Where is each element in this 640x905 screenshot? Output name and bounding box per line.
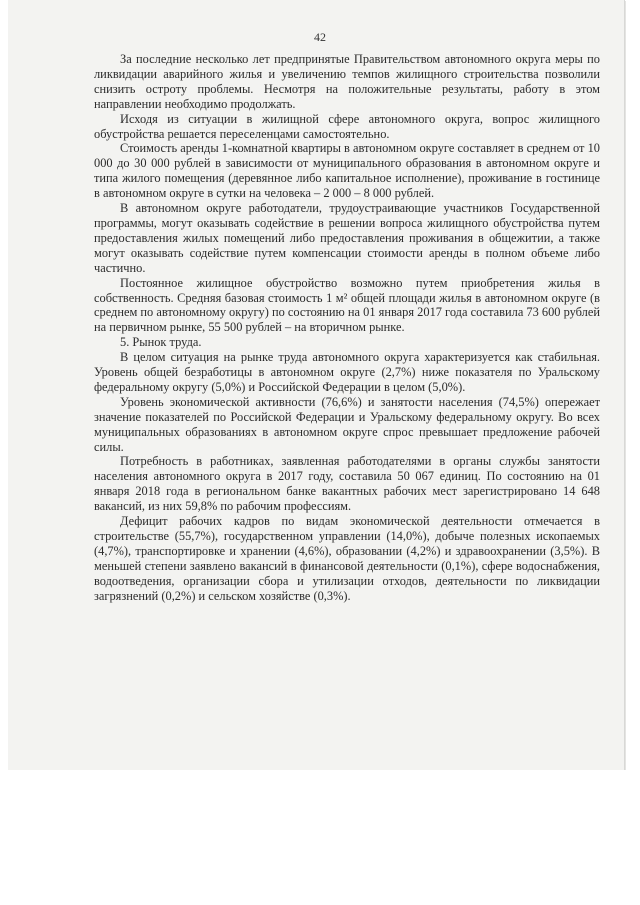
paragraph-unemployment: В целом ситуация на рынке труда автономного округа характеризуется как стабильная. Уровень общей безработицы в автономном округе (2,7%) ниже показателя по Уральскому федеральному округу (5,0%) и Российской Федерации в целом (5,0%).	[94, 350, 600, 394]
paragraph-deficit: Дефицит рабочих кадров по видам экономической деятельности отмечается в строительстве (55,7%), государственном управлении (14,0%), добыче полезных ископаемых (4,7%), транспортировке и хранении (4,6%), образовании (4,2%) и здравоохранении (3,5%). В меньшей степени заявлено вакансий в финансовой деятельности (0,1%), сфере водоснабжения, водоотведения, организации сбора и утилизации отходов, деятельности по ликвидации загрязнений (0,2%) и сельском хозяйстве (0,3%).	[94, 514, 600, 603]
paragraph-permanent-housing: Постоянное жилищное обустройство возможно путем приобретения жилья в собственность. Средняя базовая стоимость 1 м² общей площади жилья в автономном округе (в среднем по автономному округу) по состоянию на 01 января 2017 года составила 73 600 рублей на первичном рынке, 55 500 рублей – на вторичном рынке.	[94, 275, 600, 335]
paragraph-housing-self: Исходя из ситуации в жилищной сфере автономного округа, вопрос жилищного обустройства решается переселенцами самостоятельно.	[94, 111, 600, 141]
paragraph-rent-cost: Стоимость аренды 1-комнатной квартиры в автономном округе составляет в среднем от 10 000 до 30 000 рублей в зависимости от муниципального образования в автономном округе и типа жилого помещения (деревянное либо капитальное исполнение), проживание в гостинице в автономном округе в сутки на человека – 2 000 – 8 000 рублей.	[94, 141, 600, 201]
paragraph-demand: Потребность в работниках, заявленная работодателями в органы службы занятости населения автономного округа в 2017 году, составила 50 067 единиц. По состоянию на 01 января 2018 года в региональном банке вакантных рабочих мест зарегистрировано 14 648 вакансий, из них 59,8% по рабочим профессиям.	[94, 454, 600, 514]
page-number: 42	[314, 30, 326, 44]
paragraph-housing-measures: За последние несколько лет предпринятые Правительством автономного округа меры по ликвидации аварийного жилья и увеличению темпов жилищного строительства позволили снизить остроту проблемы. Несмотря на положительные результаты, работу в этом направлении необходимо продолжать.	[94, 52, 600, 111]
paragraph-employers-help: В автономном округе работодатели, трудоустраивающие участников Государственной программы, могут оказывать содействие в решении вопроса жилищного обустройства путем предоставления жилых помещений либо предоставления проживания в общежитии, а также могут оказывать содействие путем компенсации стоимости аренды в полном объеме либо частично.	[94, 201, 600, 275]
document-body	[94, 52, 600, 604]
section-heading-labor-market: 5. Рынок труда.	[120, 335, 202, 350]
paragraph-activity: Уровень экономической активности (76,6%) и занятости населения (74,5%) опережает значение показателей по Российской Федерации и Уральскому федеральному округу. Во всех муниципальных образованиях в автономном округе спрос превышает предложение рабочей силы.	[94, 394, 600, 454]
blank-margin	[0, 770, 640, 905]
